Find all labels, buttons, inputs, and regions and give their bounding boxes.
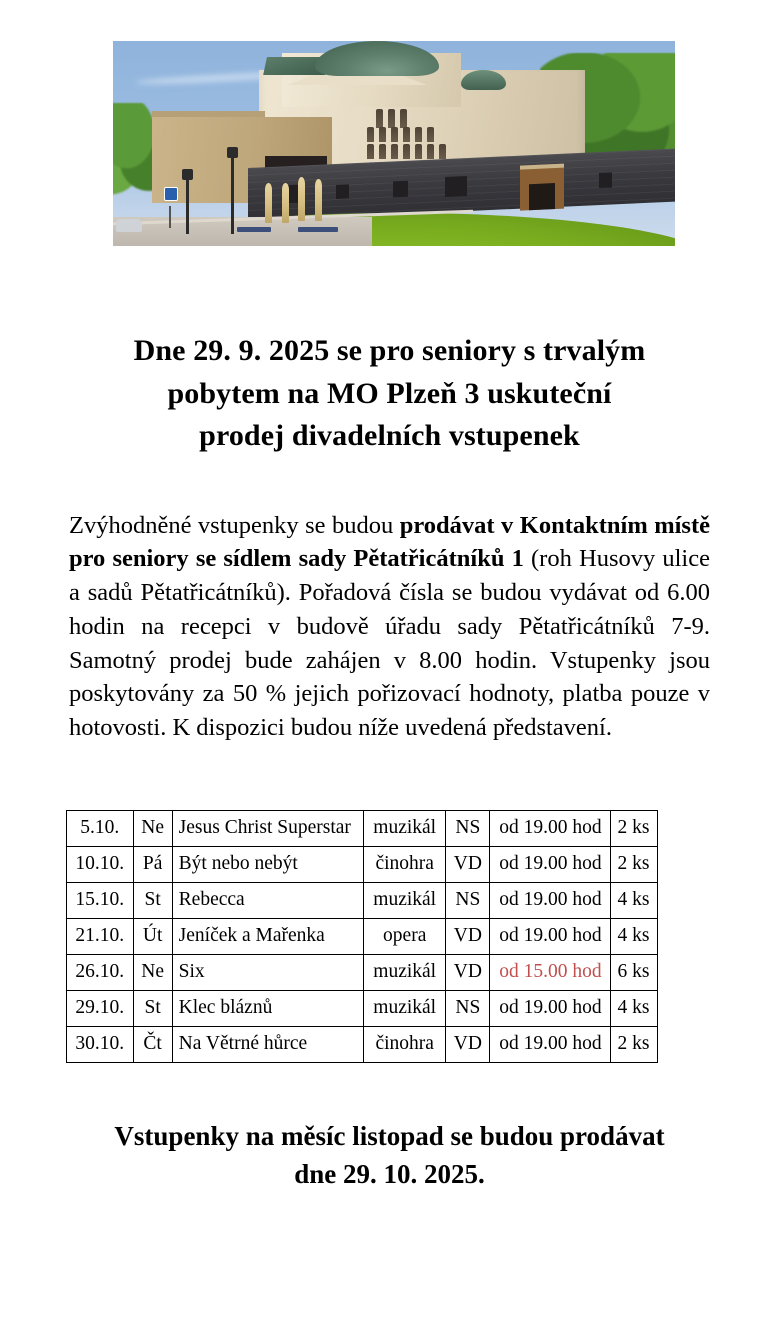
cell-time: od 19.00 hod [490, 919, 611, 955]
cell-stage: NS [446, 811, 490, 847]
cell-date: 15.10. [67, 883, 134, 919]
window-row [376, 109, 407, 128]
table-row [67, 811, 658, 847]
cell-quantity: 4 ks [611, 991, 658, 1027]
window [427, 127, 434, 142]
window [403, 127, 410, 142]
theatre-photo [113, 41, 675, 246]
cell-time: od 19.00 hod [490, 1027, 611, 1063]
page-title-line-1: Dne 29. 9. 2025 se pro seniory s trvalým [133, 334, 646, 367]
window [400, 109, 407, 128]
wall-window [445, 176, 467, 197]
table-row [67, 919, 658, 955]
window [391, 127, 398, 142]
paragraph-bold-venue: prodávat v Kontaktním místě pro seniory se sídlem sady Pětatřicátníků 1 [69, 511, 710, 573]
cell-date: 5.10. [67, 811, 134, 847]
window [415, 127, 422, 142]
cell-genre: muzikál [364, 811, 446, 847]
cell-title: Jeníček a Mařenka [172, 919, 363, 955]
cell-time: od 19.00 hod [490, 991, 611, 1027]
window [367, 144, 374, 159]
cell-title: Klec bláznů [172, 991, 363, 1027]
cell-genre: muzikál [364, 955, 446, 991]
cell-time: od 19.00 hod [490, 811, 611, 847]
window [439, 144, 446, 159]
wall-window [599, 173, 612, 189]
bench [237, 227, 271, 232]
window [391, 144, 398, 159]
cell-stage: NS [446, 991, 490, 1027]
window [415, 144, 422, 159]
table-row [67, 955, 658, 991]
window-row [367, 127, 434, 142]
cell-date: 21.10. [67, 919, 134, 955]
window [427, 144, 434, 159]
wall-portal [520, 163, 564, 211]
lamp-head-icon [182, 169, 193, 180]
table-row [67, 883, 658, 919]
table-row [67, 991, 658, 1027]
cell-time: od 19.00 hod [490, 883, 611, 919]
cell-title: Na Větrné hůrce [172, 1027, 363, 1063]
announcement-paragraph [69, 509, 710, 746]
cell-genre: činohra [364, 1027, 446, 1063]
cell-date: 10.10. [67, 847, 134, 883]
cell-genre: činohra [364, 847, 446, 883]
cell-time: od 19.00 hod [490, 847, 611, 883]
cell-date: 29.10. [67, 991, 134, 1027]
cell-day: Út [133, 919, 172, 955]
paragraph-part-2: (roh Husovy ulice a sadů Pětatřicátníků). Pořadová čísla se budou vydávat od 6.00 hodin na recepci v budově úřadu sady Pětatřicátníků 7-9. Samotný prodej bude zahájen v 8.00 hodin. Vstupenky jsou poskytovány za 50 % jejich pořizovací hodnoty, platba pouze v hotovosti. K dispozici budou níže uvedená představení. [69, 545, 710, 742]
cell-day: St [133, 883, 172, 919]
footer-line-2: dne 29. 10. 2025. [294, 1158, 485, 1189]
umbrella [315, 179, 322, 221]
cell-stage: VD [446, 1027, 490, 1063]
window [379, 127, 386, 142]
window [403, 144, 410, 159]
cell-date: 26.10. [67, 955, 134, 991]
cell-stage: VD [446, 919, 490, 955]
cell-day: Ne [133, 955, 172, 991]
footer-note [69, 1118, 710, 1194]
cell-day: St [133, 991, 172, 1027]
cell-day: Čt [133, 1027, 172, 1063]
window-row [367, 144, 446, 159]
page-title-line-3: prodej divadelních vstupenek [199, 419, 580, 453]
lamp-post [186, 178, 189, 234]
window [367, 127, 374, 142]
footer-line-1: Vstupenky na měsíc listopad se budou prodávat [114, 1121, 665, 1151]
umbrella [282, 183, 289, 223]
lamp-post [231, 156, 234, 234]
window [376, 109, 383, 128]
wall-portal-opening [528, 183, 554, 211]
sign-post [169, 206, 171, 228]
cell-stage: VD [446, 955, 490, 991]
table-row [67, 1027, 658, 1063]
cell-stage: NS [446, 883, 490, 919]
cell-quantity: 4 ks [611, 883, 658, 919]
cell-quantity: 6 ks [611, 955, 658, 991]
theatre-dome [315, 41, 439, 76]
cell-quantity: 2 ks [611, 1027, 658, 1063]
cell-genre: opera [364, 919, 446, 955]
blue-road-sign-icon [164, 187, 178, 201]
cell-genre: muzikál [364, 883, 446, 919]
wall-window [336, 185, 349, 199]
window [388, 109, 395, 128]
window [379, 144, 386, 159]
cell-day: Pá [133, 847, 172, 883]
umbrella [298, 177, 305, 221]
cell-title: Rebecca [172, 883, 363, 919]
schedule-body [67, 811, 658, 1063]
cell-quantity: 2 ks [611, 811, 658, 847]
theatre-photo-canvas [113, 41, 675, 246]
parked-car [116, 219, 142, 232]
table-row [67, 847, 658, 883]
cell-stage: VD [446, 847, 490, 883]
cell-day: Ne [133, 811, 172, 847]
cell-time: od 15.00 hod [490, 955, 611, 991]
performance-schedule-table [66, 810, 658, 1063]
paragraph-part-1: Zvýhodněné vstupenky se budou [69, 511, 400, 539]
wall-window [393, 181, 408, 198]
cell-genre: muzikál [364, 991, 446, 1027]
bench [298, 227, 338, 232]
cell-title: Být nebo nebýt [172, 847, 363, 883]
page-title-line-2: pobytem na MO Plzeň 3 uskuteční [167, 376, 612, 410]
lamp-head-icon [227, 147, 238, 158]
cell-quantity: 4 ks [611, 919, 658, 955]
cell-date: 30.10. [67, 1027, 134, 1063]
cell-quantity: 2 ks [611, 847, 658, 883]
cell-title: Six [172, 955, 363, 991]
cell-title: Jesus Christ Superstar [172, 811, 363, 847]
umbrella [265, 183, 272, 223]
page-title [69, 330, 710, 458]
